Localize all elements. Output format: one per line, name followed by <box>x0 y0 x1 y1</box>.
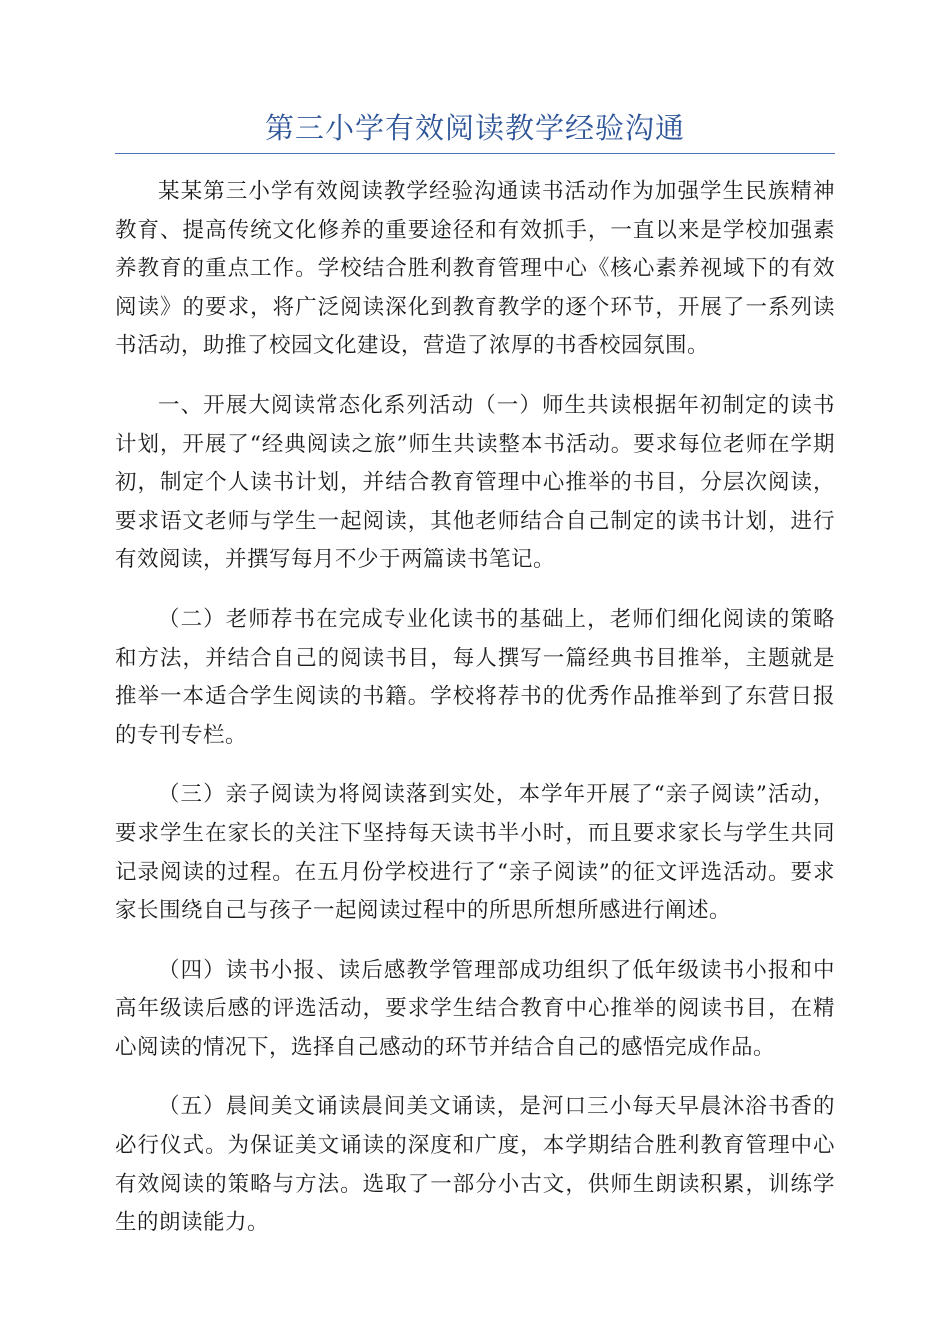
document-body <box>115 173 835 1264</box>
paragraph-section-1: 一、开展大阅读常态化系列活动（一）师生共读根据年初制定的读书计划，开展了“经典阅读之旅”师生共读整本书活动。要求每位老师在学期初，制定个人读书计划，并结合教育管理中心推举的书目，分层次阅读，要求语文老师与学生一起阅读，其他老师结合自己制定的读书计划，进行有效阅读，并撰写每月不少于两篇读书笔记。 <box>115 392 835 573</box>
paragraph-section-2: （二）老师荐书在完成专业化读书的基础上，老师们细化阅读的策略和方法，并结合自己的阅读书目，每人撰写一篇经典书目推举，主题就是推举一本适合学生阅读的书籍。学校将荐书的优秀作品推举到了东营日报的专刊专栏。 <box>115 606 835 748</box>
paragraph-section-5: （五）晨间美文诵读晨间美文诵读，是河口三小每天早晨沐浴书香的必行仪式。为保证美文诵读的深度和广度，本学期结合胜利教育管理中心有效阅读的策略与方法。选取了一部分小古文，供师生朗读积累，训练学生的朗读能力。 <box>115 1094 835 1236</box>
paragraph-section-3: （三）亲子阅读为将阅读落到实处，本学年开展了“亲子阅读”活动，要求学生在家长的关注下坚持每天读书半小时，而且要求家长与学生共同记录阅读的过程。在五月份学校进行了“亲子阅读”的征文评选活动。要求家长围绕自己与孩子一起阅读过程中的所思所想所感进行阐述。 <box>115 782 835 924</box>
paragraph-intro: 某某第三小学有效阅读教学经验沟通读书活动作为加强学生民族精神教育、提高传统文化修养的重要途径和有效抓手，一直以来是学校加强素养教育的重点工作。学校结合胜利教育管理中心《核心素养视域下的有效阅读》的要求，将广泛阅读深化到教育教学的逐个环节，开展了一系列读书活动，助推了校园文化建设，营造了浓厚的书香校园氛围。 <box>115 179 835 359</box>
title-underline <box>115 153 835 154</box>
paragraph-section-4: （四）读书小报、读后感教学管理部成功组织了低年级读书小报和中高年级读后感的评选活动，要求学生结合教育中心推举的阅读书目，在精心阅读的情况下，选择自己感动的环节并结合自己的感悟完成作品。 <box>115 957 835 1060</box>
document-title: 第三小学有效阅读教学经验沟通 <box>264 111 685 145</box>
